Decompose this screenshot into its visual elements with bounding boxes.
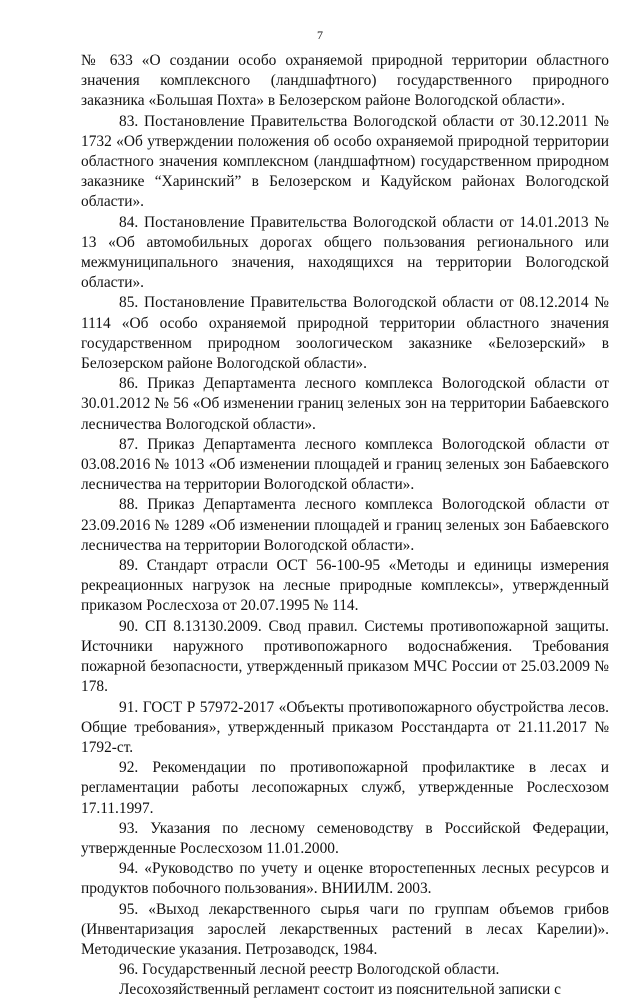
document-body — [81, 51, 609, 1001]
paragraph-item-92: 92. Рекомендации по противопожарной профилактике в лесах и регламентации работы лесопожарных служб, утвержденные Рослесхозом 17.11.1997. — [81, 759, 609, 817]
paragraph-item-90: 90. СП 8.13130.2009. Свод правил. Системы противопожарной защиты. Источники наружного противопожарного водоснабжения. Требования пожарной безопасности, утвержденный приказом МЧС России от 25.03.2009 № 178. — [81, 617, 609, 696]
paragraph-item-86: 86. Приказ Департамента лесного комплекса Вологодской области от 30.01.2012 № 56 «Об изменении границ зеленых зон на территории Бабаевского лесничества Вологодской области». — [81, 375, 609, 433]
paragraph-item-94: 94. «Руководство по учету и оценке второстепенных лесных ресурсов и продуктов побочного пользования». ВНИИЛМ. 2003. — [81, 860, 609, 898]
paragraph-item-84: 84. Постановление Правительства Вологодской области от 14.01.2013 № 13 «Об автомобильных дорогах общего пользования регионального или межмуниципального значения, находящихся на территории Вологодской области». — [81, 213, 609, 292]
paragraph-item-93: 93. Указания по лесному семеноводству в Российской Федерации, утвержденные Рослесхозом 11.01.2000. — [81, 819, 609, 857]
page-number: 7 — [317, 28, 323, 42]
paragraph-item-85: 85. Постановление Правительства Вологодской области от 08.12.2014 № 1114 «Об особо охраняемой природной территории областного значения государственном природном зоологическом заказнике «Белозерский» в Белозерском районе Вологодской области». — [81, 294, 609, 373]
paragraph-item-95: 95. «Выход лекарственного сырья чаги по группам объемов грибов (Инвентаризация зарослей лекарственных растений в лесах Карелии)». Методические указания. Петрозаводск, 1984. — [81, 900, 609, 958]
paragraph-item-96: 96. Государственный лесной реестр Вологодской области. — [119, 961, 500, 979]
paragraph-item-91: 91. ГОСТ Р 57972-2017 «Объекты противопожарного обустройства лесов. Общие требования», утвержденный приказом Росстандарта от 21.11.2017 № 1792-ст. — [81, 698, 609, 756]
paragraph-item-83: 83. Постановление Правительства Вологодской области от 30.12.2011 № 1732 «Об утверждении положения об особо охраняемой природной территории областного значения комплексном (ландшафтном) государственном природном заказнике “Харинский” в Белозерском и Кадуйском районах Вологодской области». — [81, 112, 609, 211]
paragraph-item-87: 87. Приказ Департамента лесного комплекса Вологодской области от 03.08.2016 № 1013 «Об изменении площадей и границ зеленых зон Бабаевского лесничества на территории Вологодской области». — [81, 435, 609, 494]
paragraph-item-89: 89. Стандарт отрасли ОСТ 56-100-95 «Методы и единицы измерения рекреационных нагрузок на лесные природные комплексы», утвержденный приказом Рослесхоза от 20.07.1995 № 114. — [81, 557, 609, 615]
paragraph-continued-82: № 633 «О создании особо охраняемой природной территории областного значения комплексного (ландшафтного) государственного природного заказника «Большая Похта» в Белозерском районе Вологодской области». — [81, 52, 609, 110]
paragraph-closing: Лесохозяйственный регламент состоит из пояснительной записки с — [119, 981, 561, 999]
paragraph-item-88: 88. Приказ Департамента лесного комплекса Вологодской области от 23.09.2016 № 1289 «Об изменении площадей и границ зеленых зон Бабаевского лесничества на территории Вологодской области». — [81, 496, 609, 554]
